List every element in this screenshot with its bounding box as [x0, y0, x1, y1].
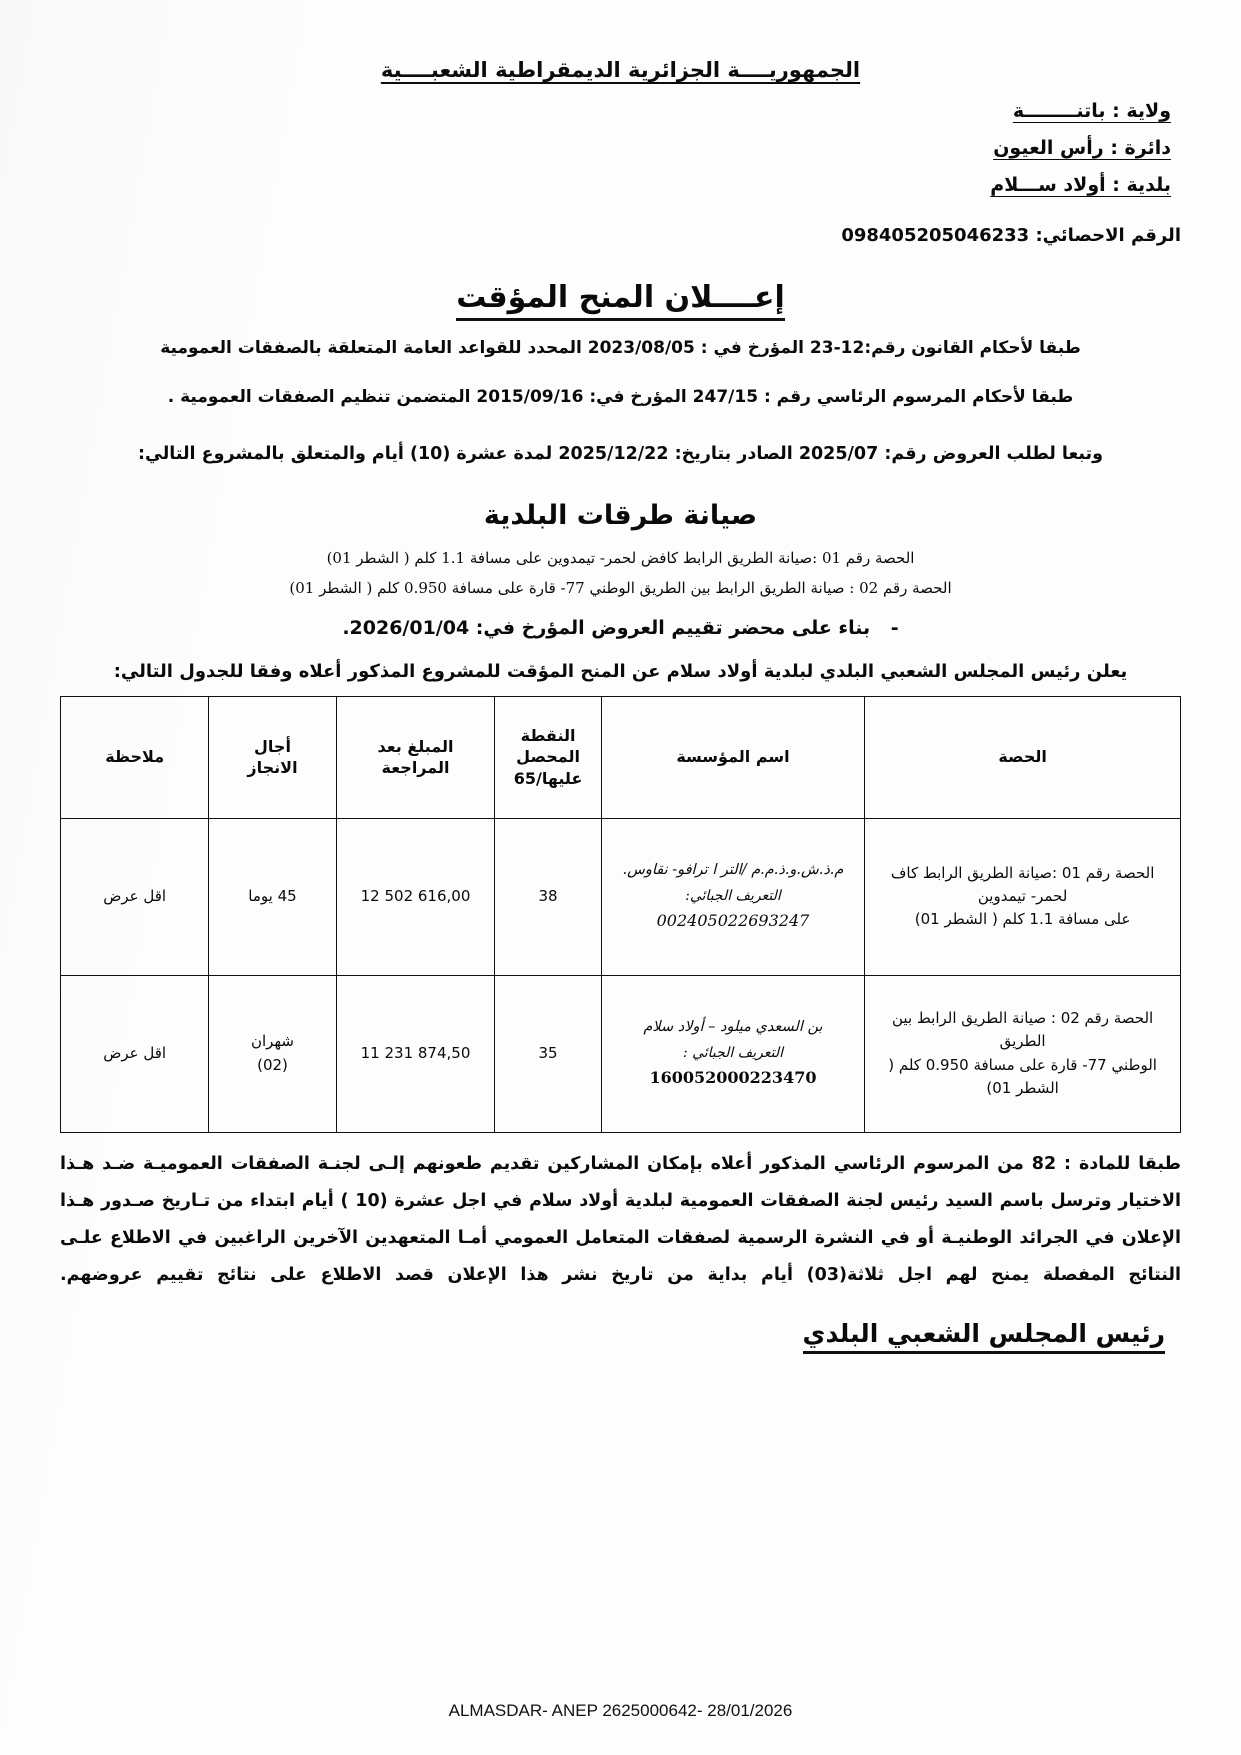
- evaluation-basis-text: بناء على محضر تقييم العروض المؤرخ في: 2026/01/04.: [342, 616, 871, 639]
- header-score: [495, 696, 601, 818]
- signature-block: [60, 1319, 1181, 1348]
- appeal-line-3: الإعلان في الجرائد الوطنيـة أو في النشرة الرسمية لصفقات المتعامل العمومي أمـا المتعهدين الآخرين الراغبين في الاطلاع علـى: [60, 1227, 1181, 1248]
- bullet-dash: -: [890, 616, 899, 639]
- cell-delay-1: 45 يوما: [209, 818, 336, 975]
- appeal-paragraph: [60, 1147, 1181, 1293]
- cell-lot-1-line-1: الحصة رقم 01 :صيانة الطريق الرابط كاف لحمر- تيمدوين: [890, 863, 1155, 905]
- page-title-text: إعــــلان المنح المؤقت: [456, 280, 784, 321]
- cell-delay-2-line-2: (02): [257, 1055, 288, 1074]
- header-delay-line-2: الانجاز: [247, 758, 298, 778]
- republic-title: الجمهوريــــة الجزائرية الديمقراطية الشعبــــية: [380, 58, 861, 82]
- cell-lot-2: [865, 975, 1181, 1132]
- firm-tax-label-1: التعريف الجبائي:: [685, 887, 781, 904]
- cell-note-1: اقل عرض: [61, 818, 209, 975]
- appeal-line-2: الاختيار وترسل باسم السيد رئيس لجنة الصفقات العمومية لبلدية أولاد سلام في اجل عشرة (10 ) أيام ابتداء من تـاريخ صـدور هـذا: [60, 1190, 1181, 1211]
- law-reference-paragraph: طبقا لأحكام القانون رقم:12-23 المؤرخ في : 2023/08/05 المحدد للقواعد العامة المتعلقة بالصفقات العمومية: [160, 338, 1081, 358]
- daira-line: دائرة : رأس العيون: [993, 137, 1171, 159]
- wilaya-line: ولاية : باتنــــــــة: [1012, 100, 1171, 122]
- results-table: [60, 696, 1181, 1133]
- header-delay-line-1: أجال: [254, 736, 291, 756]
- cell-lot-1-line-2: على مسافة 1.1 كلم ( الشطر 01): [914, 910, 1131, 929]
- appeal-line-4: النتائج المفصلة يمنح لهم اجل ثلاثة(03) أيام بداية من تاريخ نشر هذا الإعلان قصد الاطلاع على نتائج تقييم عروضهم.: [60, 1264, 1181, 1285]
- cell-amount-1: 12 502 616,00: [336, 818, 495, 975]
- cell-lot-1: [865, 818, 1181, 975]
- announcement-paragraph: يعلن رئيس المجلس الشعبي البلدي لبلدية أولاد سلام عن المنح المؤقت للمشروع المذكور أعلاه وفقا للجدول التالي:: [113, 660, 1128, 682]
- signature-title: رئيس المجلس الشعبي البلدي: [803, 1319, 1165, 1354]
- results-table-head: [61, 696, 1181, 818]
- baladia-line: بلدية : أولاد ســـلام: [990, 174, 1171, 196]
- header-score-line-1: النقطة: [520, 725, 576, 745]
- lot-description-2: الحصة رقم 02 : صيانة الطريق الرابط بين الطريق الوطني 77- قارة على مسافة 0.950 كلم ( الشطر 01): [289, 578, 952, 597]
- results-table-body: [61, 818, 1181, 1132]
- cell-score-1: 38: [495, 818, 601, 975]
- statistical-number-line: [60, 225, 1181, 246]
- header-score-line-2: المحصل: [516, 747, 580, 767]
- cell-delay-2: [209, 975, 336, 1132]
- statistical-number-value: 098405205046233: [841, 225, 1030, 246]
- firm-tax-label-2: التعريف الجبائي :: [682, 1044, 784, 1061]
- header-delay: [209, 696, 336, 818]
- header-score-line-3: عليها/65: [513, 768, 583, 788]
- cell-lot-2-line-1: الحصة رقم 02 : صيانة الطريق الرابط بين الطريق: [892, 1009, 1154, 1051]
- firm-name-1: م.ذ.ش.و.ذ.م.م /التر ا ترافو- نقاوس.: [622, 862, 844, 879]
- page-title: [60, 280, 1181, 315]
- cell-firm-1: [601, 818, 864, 975]
- cell-amount-2: 11 231 874,50: [336, 975, 495, 1132]
- cell-firm-2: [601, 975, 864, 1132]
- header-lot: الحصة: [865, 696, 1181, 818]
- appeal-line-1: طبقا للمادة : 82 من المرسوم الرئاسي المذكور أعلاه بإمكان المشاركين تقديم طعونهم إلـى لجنـة الصفقات العموميـة ضـد هـذا: [60, 1153, 1181, 1174]
- table-row: [61, 975, 1181, 1132]
- organization-block: [60, 100, 1181, 211]
- cell-score-2: 35: [495, 975, 601, 1132]
- document-content: [0, 58, 1241, 1348]
- statistical-number-label: الرقم الاحصائي:: [1035, 225, 1181, 246]
- firm-name-2: بن السعدي ميلود – أولاد سلام: [643, 1019, 823, 1036]
- header-amount: [336, 696, 495, 818]
- firm-tax-id-1: 002405022693247: [656, 911, 810, 931]
- project-title: صيانة طرقات البلدية: [483, 499, 758, 531]
- decree-reference-paragraph: طبقا لأحكام المرسوم الرئاسي رقم : 247/15 المؤرخ في: 2015/09/16 المتضمن تنظيم الصفقات العمومية .: [167, 387, 1074, 408]
- cell-note-2: اقل عرض: [61, 975, 209, 1132]
- page-footer: ALMASDAR- ANEP 2625000642- 28/01/2026: [448, 1701, 793, 1720]
- header-amount-line-2: المراجعة: [381, 758, 450, 778]
- header-amount-line-1: المبلغ بعد: [377, 736, 454, 756]
- cell-lot-2-line-2: الوطني 77- قارة على مسافة 0.950 كلم ( الشطر 01): [888, 1055, 1157, 1097]
- firm-tax-id-2: 160052000223470: [649, 1068, 817, 1088]
- table-header-row: [61, 696, 1181, 818]
- table-row: [61, 818, 1181, 975]
- header-firm: اسم المؤسسة: [601, 696, 864, 818]
- header-note: ملاحظة: [61, 696, 209, 818]
- tender-reference-paragraph: وتبعا لطلب العروض رقم: 2025/07 الصادر بتاريخ: 2025/12/22 لمدة عشرة (10) أيام والمتعلق بالمشروع التالي:: [138, 443, 1103, 464]
- lot-description-1: الحصة رقم 01 :صيانة الطريق الرابط كافض لحمر- تيمدوين على مسافة 1.1 كلم ( الشطر 01): [326, 548, 915, 567]
- cell-delay-2-line-1: شهران: [251, 1032, 294, 1051]
- evaluation-basis-line: [60, 617, 1181, 639]
